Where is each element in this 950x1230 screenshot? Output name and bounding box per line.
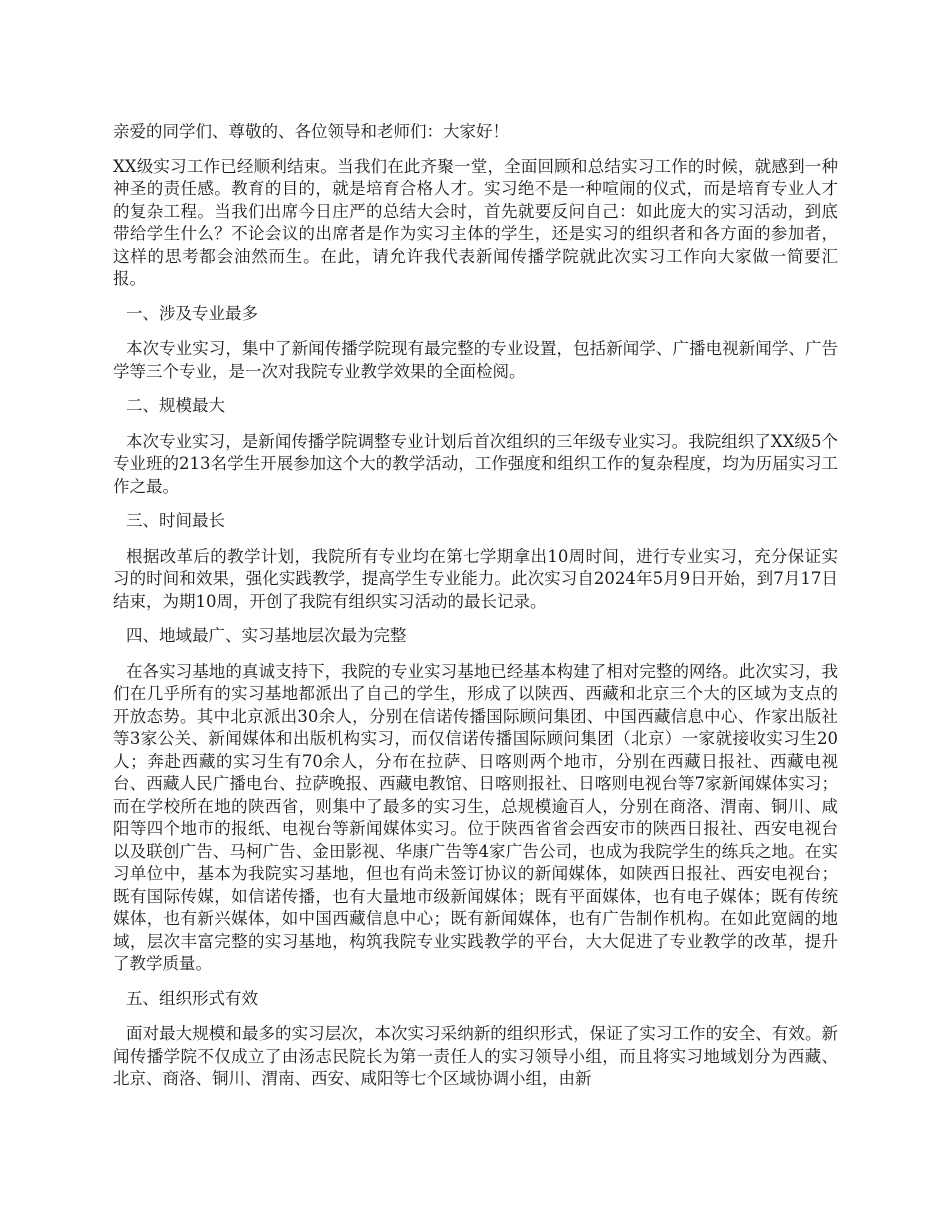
section-body-1: 本次专业实习，集中了新闻传播学院现有最完整的专业设置，包括新闻学、广播电视新闻学、广告学等三个专业，是一次对我院专业教学效果的全面检阅。 [113,339,838,381]
document-page [113,121,838,1103]
section-heading-1: 一、涉及专业最多 [126,303,258,323]
greeting: 亲爱的同学们、尊敬的、各位领导和老师们：大家好！ [113,122,509,141]
section-heading-4: 四、地域最广、实习基地层次最为完整 [126,626,407,645]
section-heading-3: 三、时间最长 [126,511,225,530]
section-body-3: 根据改革后的教学计划，我院所有专业均在第七学期拿出10周时间，进行专业实习，充分保证实习的时间和效果，强化实践教学，提高学生专业能力。此次实习自2024年5月9日开始，到7月17日结束，为期10周，开创了我院有组织实习活动的最长记录。 [113,546,838,611]
section-body-4: 在各实习基地的真诚支持下，我院的专业实习基地已经基本构建了相对完整的网络。此次实习，我们在几乎所有的实习基地都派出了自己的学生，形成了以陕西、西藏和北京三个大的区域为支点的开放态势。其中北京派出30余人，分别在信诺传播国际顾问集团、中国西藏信息中心、作家出版社等3家公关、新闻媒体和出版机构实习，而仅信诺传播国际顾问集团（北京）一家就接收实习生20人；奔赴西藏的实习生有70余人，分布在拉萨、日喀则两个地市，分别在西藏日报社、西藏电视台、西藏人民广播电台、拉萨晚报、西藏电教馆、日喀则报社、日喀则电视台等7家新闻媒体实习；而在学校所在地的陕西省，则集中了最多的实习生，总规模逾百人，分别在商洛、渭南、铜川、咸阳等四个地市的报纸、电视台等新闻媒体实习。位于陕西省省会西安市的陕西日报社、西安电视台以及联创广告、马柯广告、金田影视、华康广告等4家广告公司，也成为我院学生的练兵之地。在实习单位中，基本为我院实习基地，但也有尚未签订协议的新闻媒体，如陕西日报社、西安电视台；既有国际传媒，如信诺传播，也有大量地市级新闻媒体；既有平面媒体，也有电子媒体；既有传统媒体，也有新兴媒体，如中国西藏信息中心；既有新闻媒体，也有广告制作机构。在如此宽阔的地域，层次丰富完整的实习基地，构筑我院专业实践教学的平台，大大促进了专业教学的改革，提升了教学质量。 [113,661,838,973]
section-body-5: 面对最大规模和最多的实习层次，本次实习采纳新的组织形式，保证了实习工作的安全、有效。新闻传播学院不仅成立了由汤志民院长为第一责任人的实习领导小组，而且将实习地域划分为西藏、北京、商洛、铜川、渭南、西安、咸阳等七个区域协调小组，由新 [113,1024,838,1088]
intro-paragraph: XX级实习工作已经顺利结束。当我们在此齐聚一堂，全面回顾和总结实习工作的时候，就感到一种神圣的责任感。教育的目的，就是培育合格人才。实习绝不是一种喧闹的仪式，而是培育专业人才的复杂工程。当我们出席今日庄严的总结大会时，首先就要反问自己：如此庞大的实习活动，到底带给学生什么？不论会议的出席者是作为实习主体的学生，还是实习的组织者和各方面的参加者，这样的思考都会油然而生。在此，请允许我代表新闻传播学院就此次实习工作向大家做一简要汇报。 [113,156,838,288]
section-heading-2: 二、规模最大 [126,396,225,415]
section-heading-5: 五、组织形式有效 [126,988,258,1008]
section-body-2: 本次专业实习，是新闻传播学院调整专业计划后首次组织的三年级专业实习。我院组织了XX级5个专业班的213名学生开展参加这个大的教学活动，工作强度和组织工作的复杂程度，均为历届实习工作之最。 [113,431,838,496]
